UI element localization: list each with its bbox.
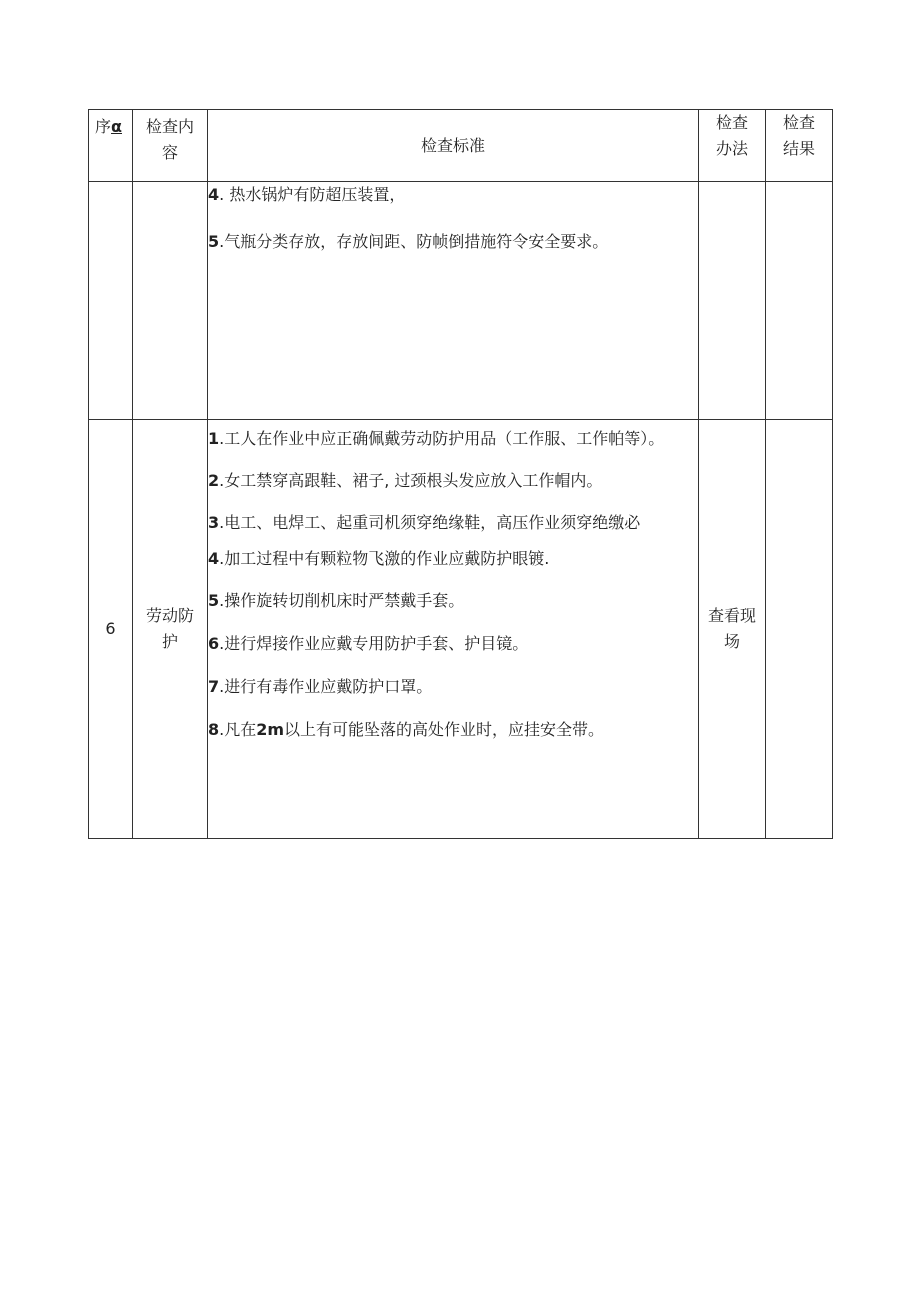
table-row (89, 182, 833, 420)
row-result-cell (766, 182, 833, 420)
row-method-cell (699, 420, 766, 839)
standard-item (208, 182, 696, 208)
row-content-cell (133, 420, 208, 839)
standard-item-number: 1 (208, 429, 220, 448)
standard-item-text: .进行有毒作业应戴防护口罩。 (219, 677, 433, 696)
row-method-cell (699, 182, 766, 420)
standard-item-text: .凡在 (219, 720, 257, 739)
header-serial-suffix: α (111, 117, 123, 136)
standard-item-number: 3 (208, 513, 220, 532)
header-check-content-line2: 容 (161, 143, 178, 162)
standard-item (208, 510, 696, 536)
standard-item-text: .气瓶分类存放，存放间距、防帧倒措施符令安全要求。 (219, 232, 609, 251)
standard-item (208, 631, 696, 657)
table-header-row (89, 110, 833, 182)
row-result-cell (766, 420, 833, 839)
row-content-line2: 护 (161, 632, 178, 651)
header-check-result-line2: 结果 (782, 139, 815, 158)
header-serial-prefix: 序 (95, 117, 112, 136)
standard-item-text: .女工禁穿高跟鞋、裙子, 过颈根头发应放入工作帽内。 (219, 471, 603, 490)
row-serial-cell: 6 (89, 420, 133, 839)
standard-item (208, 546, 696, 572)
standard-item-number: 5 (208, 232, 220, 251)
header-check-standard: 检查标准 (208, 110, 699, 182)
standard-item-number: 2 (208, 471, 220, 490)
row-method-line2: 场 (723, 632, 740, 651)
row-content-cell (133, 182, 208, 420)
standard-item (208, 468, 696, 494)
row-standard-cell (208, 182, 699, 420)
row-method-line1: 查看现 (707, 606, 756, 625)
standard-item-number: 6 (208, 634, 220, 653)
standard-item-number: 7 (208, 677, 220, 696)
row-serial-cell (89, 182, 133, 420)
standard-item (208, 229, 696, 255)
standard-item-text: .工人在作业中应正确佩戴劳动防护用品（工作服、工作帕等）。 (219, 429, 665, 448)
standard-item-number: 4 (208, 185, 220, 204)
standard-item-text: .电工、电焊工、起重司机须穿绝缘鞋，高压作业须穿绝缴必 (219, 513, 641, 532)
standard-item-number: 8 (208, 720, 220, 739)
standard-item (208, 426, 696, 452)
standard-item-text: .进行焊接作业应戴专用防护手套、护目镜。 (219, 634, 529, 653)
standard-item-height-value: 2m (256, 720, 285, 739)
standard-item-text: . 热水锅炉有防超压装置， (219, 185, 406, 204)
standard-item-number: 5 (208, 591, 220, 610)
inspection-table (88, 109, 833, 839)
header-check-method-line2: 办法 (715, 139, 748, 158)
standard-item-text: .操作旋转切削机床时严禁戴手套。 (219, 591, 465, 610)
standard-item-number: 4 (208, 549, 220, 568)
row-content-line1: 劳动防 (145, 606, 194, 625)
standard-item (208, 717, 696, 743)
header-check-result-line1: 检查 (782, 113, 815, 132)
row-standard-cell (208, 420, 699, 839)
table-row (89, 420, 833, 839)
header-check-result (766, 110, 833, 182)
standard-item (208, 588, 696, 614)
header-check-method-line1: 检查 (715, 113, 748, 132)
standard-item-text: .加工过程中有颗粒物飞激的作业应戴防护眼镀. (219, 549, 550, 568)
standard-item (208, 674, 696, 700)
header-serial-no (89, 110, 133, 182)
header-check-content-line1: 检查内 (145, 117, 194, 136)
header-check-method (699, 110, 766, 182)
header-check-content (133, 110, 208, 182)
standard-item-text: 以上有可能坠落的高处作业时，应挂安全带。 (284, 720, 605, 739)
